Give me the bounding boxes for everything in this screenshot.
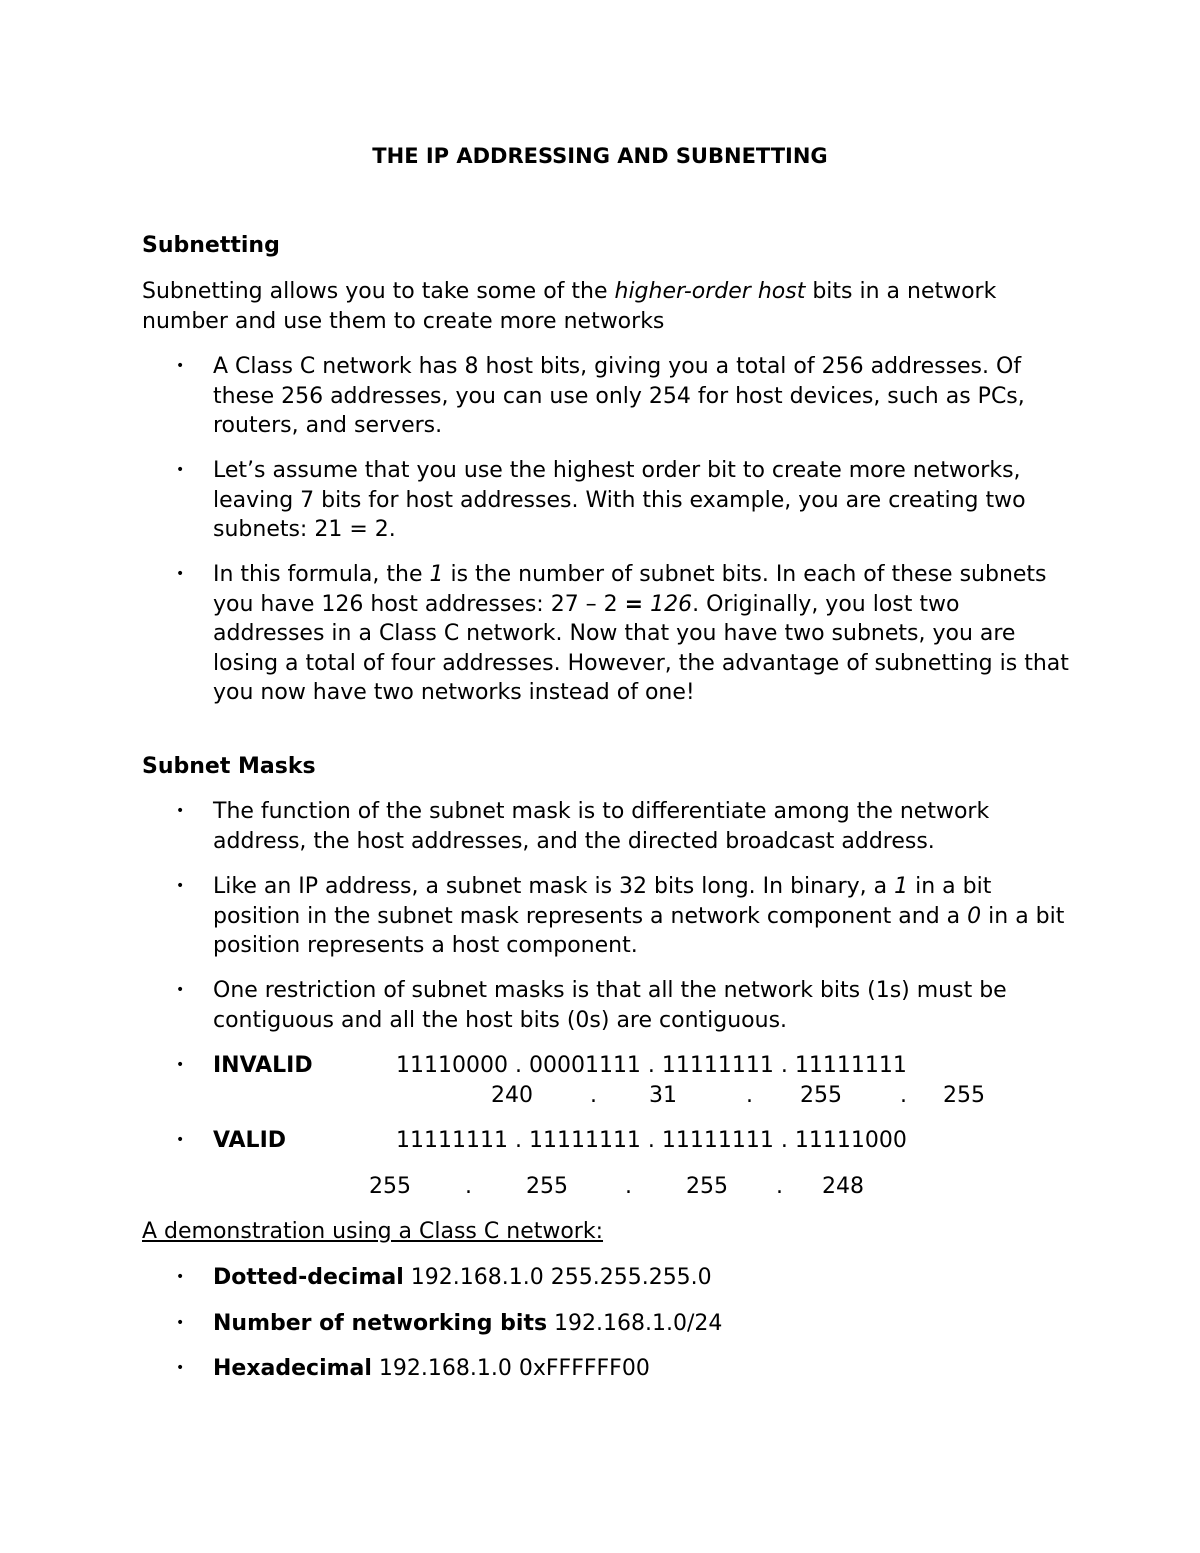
text-run-italic: 1	[894, 874, 909, 899]
text-run: . Originally, you lost two addresses in a Class C network. Now that you have two subnets, you are losing a total of four addresses. However, the advantage of subnetting is that you now have two networks instead of one!	[213, 591, 1069, 705]
bullet-icon: •	[176, 566, 185, 582]
demo-value: 192.168.1.0 0xFFFFFF00	[371, 1356, 650, 1381]
decimal-separator: .	[465, 1174, 472, 1199]
text-run: Like an IP address, a subnet mask is 32 bits long. In binary, a	[213, 874, 895, 899]
decimal-separator: .	[590, 1083, 597, 1108]
bullet-text: Let’s assume that you use the highest order bit to create more networks, leaving 7 bits for host addresses. With this example, you are creating two subnets: 21 = 2.	[213, 458, 1026, 542]
bullet-text: A Class C network has 8 host bits, giving you a total of 256 addresses. Of these 256 addresses, you can use only 254 for host devices, such as PCs, routers, and servers.	[213, 354, 1025, 438]
intro-text-end: bits in a network number and use them to create more networks	[142, 279, 997, 334]
valid-decimal-octet: 255	[526, 1174, 568, 1199]
demo-value: 192.168.1.0 255.255.255.0	[403, 1265, 712, 1290]
text-run-italic: 0	[967, 903, 982, 929]
demo-heading: A demonstration using a Class C network:	[142, 1219, 604, 1244]
bullet-icon: •	[176, 803, 185, 819]
bullet-icon: •	[176, 1315, 185, 1331]
text-run-italic: 126	[650, 591, 693, 617]
bullet-icon: •	[176, 1057, 185, 1073]
invalid-decimal-octet: 255	[943, 1083, 985, 1108]
subnetting-heading: Subnetting	[142, 233, 280, 258]
demo-label: Number of networking bits	[213, 1311, 548, 1336]
text-run: in a bit position in the subnet mask represents a network component and a	[213, 874, 992, 929]
text-run: In this formula, the	[213, 562, 430, 587]
bullet-icon: •	[176, 1269, 185, 1285]
bullet-text	[213, 560, 1073, 708]
bullet-text	[213, 1309, 1073, 1339]
bullet-icon: •	[176, 1132, 185, 1148]
valid-decimal-octet: 248	[822, 1174, 864, 1199]
bullet-icon: •	[176, 462, 185, 478]
intro-italic-term: higher-order host	[614, 279, 806, 304]
invalid-decimal-octet: 255	[800, 1083, 842, 1108]
demo-label: Hexadecimal	[213, 1356, 372, 1381]
text-run: is the number of subnet bits. In each of these subnets you have 126 host addresses: 27 – 2	[213, 562, 1047, 617]
decimal-separator: .	[746, 1083, 753, 1108]
bullet-text: The function of the subnet mask is to differentiate among the network address, the host addresses, and the directed broadcast address.	[213, 799, 990, 854]
text-run-italic: 1	[429, 562, 444, 587]
demo-label: Dotted-decimal	[213, 1265, 404, 1290]
valid-decimal-octet: 255	[369, 1174, 411, 1199]
subnetting-intro	[142, 277, 1072, 337]
bullet-text	[213, 1263, 1073, 1293]
subnet-masks-heading: Subnet Masks	[142, 754, 316, 779]
invalid-binary: 11110000 . 00001111 . 11111111 . 11111111	[396, 1053, 907, 1078]
bullet-text	[213, 872, 1073, 961]
invalid-label: INVALID	[213, 1053, 313, 1078]
demo-value: 192.168.1.0/24	[547, 1311, 723, 1336]
valid-decimal-octet: 255	[686, 1174, 728, 1199]
bullet-text: One restriction of subnet masks is that all the network bits (1s) must be contiguous and all the host bits (0s) are contiguous.	[213, 978, 1007, 1033]
bullet-icon: •	[176, 982, 185, 998]
bullet-text	[213, 1354, 1073, 1384]
invalid-decimal-octet: 31	[649, 1083, 677, 1108]
decimal-separator: .	[900, 1083, 907, 1108]
bullet-icon: •	[176, 878, 185, 894]
intro-text-start: Subnetting allows you to take some of the	[142, 279, 615, 304]
valid-label: VALID	[213, 1128, 287, 1153]
bullet-icon: •	[176, 358, 185, 374]
text-run: in a bit position represents a host component.	[213, 903, 1065, 958]
decimal-separator: .	[625, 1174, 632, 1199]
decimal-separator: .	[776, 1174, 783, 1199]
page-title: THE IP ADDRESSING AND SUBNETTING	[372, 144, 828, 168]
valid-binary: 11111111 . 11111111 . 11111111 . 11111000	[396, 1128, 907, 1153]
text-run-bold: =	[624, 591, 644, 617]
bullet-icon: •	[176, 1360, 185, 1376]
invalid-decimal-octet: 240	[491, 1083, 533, 1108]
